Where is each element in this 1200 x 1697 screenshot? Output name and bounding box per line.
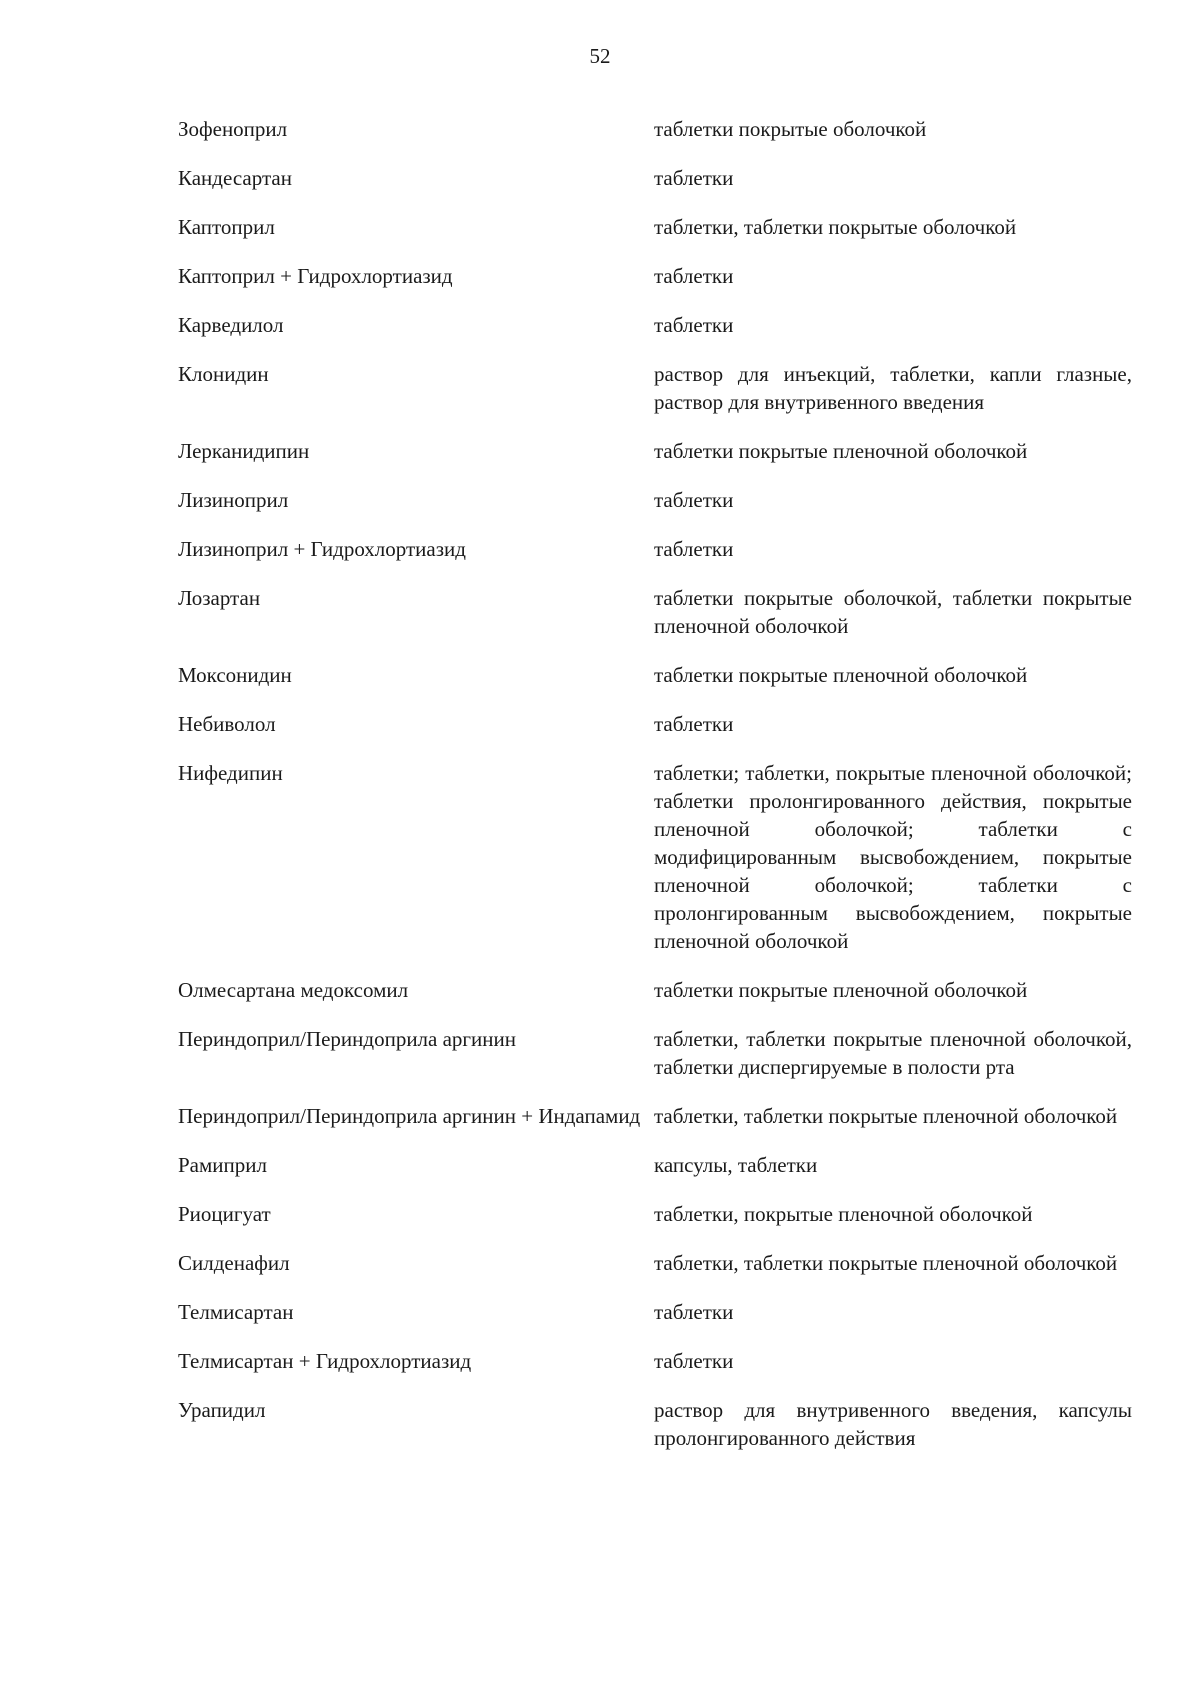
drug-table	[178, 115, 1132, 1473]
drug-name: Моксонидин	[178, 663, 292, 687]
drug-name: Урапидил	[178, 1398, 266, 1422]
drug-name: Лерканидипин	[178, 439, 310, 463]
drug-name: Периндоприл/Периндоприла аргинин + Индапамид	[178, 1104, 641, 1128]
dosage-form: таблетки; таблетки, покрытые пленочной оболочкой; таблетки пролонгированного действия, покрытые пленочной оболочкой; таблетки с модифицированным высвобождением, покрытые пленочной оболочкой; таблетки с пролонгированным высвобождением, покрытые пленочной оболочкой	[654, 761, 1132, 953]
dosage-form: таблетки, таблетки покрытые пленочной оболочкой	[654, 1104, 1118, 1128]
dosage-form: таблетки	[654, 166, 734, 190]
drug-name: Рамиприл	[178, 1153, 267, 1177]
dosage-form: таблетки покрытые пленочной оболочкой	[654, 978, 1028, 1002]
dosage-form: капсулы, таблетки	[654, 1153, 818, 1177]
dosage-form: раствор для инъекций, таблетки, капли глазные, раствор для внутривенного введения	[654, 362, 1132, 414]
table-row	[178, 1102, 1132, 1130]
table-row	[178, 1025, 1132, 1081]
dosage-form: таблетки	[654, 264, 734, 288]
drug-name: Лозартан	[178, 586, 261, 610]
table-row	[178, 661, 1132, 689]
table-row	[178, 486, 1132, 514]
dosage-form: таблетки, таблетки покрытые оболочкой	[654, 215, 1017, 239]
table-row	[178, 1200, 1132, 1228]
drug-name: Телмисартан + Гидрохлортиазид	[178, 1349, 472, 1373]
table-row	[178, 584, 1132, 640]
drug-name: Лизиноприл	[178, 488, 289, 512]
page-number: 52	[589, 44, 611, 68]
drug-name: Небиволол	[178, 712, 276, 736]
table-row	[178, 262, 1132, 290]
dosage-form: таблетки	[654, 712, 734, 736]
dosage-form: таблетки	[654, 537, 734, 561]
dosage-form: раствор для внутривенного введения, капсулы пролонгированного действия	[654, 1398, 1132, 1450]
dosage-form: таблетки покрытые пленочной оболочкой	[654, 439, 1028, 463]
table-row	[178, 759, 1132, 955]
drug-name: Нифедипин	[178, 761, 283, 785]
table-row	[178, 1347, 1132, 1375]
table-row	[178, 164, 1132, 192]
table-row	[178, 535, 1132, 563]
dosage-form: таблетки	[654, 313, 734, 337]
table-row	[178, 213, 1132, 241]
dosage-form: таблетки покрытые пленочной оболочкой	[654, 663, 1028, 687]
table-row	[178, 360, 1132, 416]
dosage-form: таблетки, таблетки покрытые пленочной оболочкой, таблетки диспергируемые в полости рта	[654, 1027, 1132, 1079]
drug-name: Периндоприл/Периндоприла аргинин	[178, 1027, 516, 1051]
table-row	[178, 311, 1132, 339]
table-row	[178, 710, 1132, 738]
dosage-form: таблетки	[654, 1300, 734, 1324]
drug-name: Клонидин	[178, 362, 269, 386]
drug-name: Телмисартан	[178, 1300, 294, 1324]
dosage-form: таблетки покрытые оболочкой, таблетки покрытые пленочной оболочкой	[654, 586, 1132, 638]
table-row	[178, 437, 1132, 465]
table-row	[178, 1249, 1132, 1277]
dosage-form: таблетки	[654, 1349, 734, 1373]
dosage-form: таблетки	[654, 488, 734, 512]
table-row	[178, 1151, 1132, 1179]
drug-name: Олмесартана медоксомил	[178, 978, 409, 1002]
dosage-form: таблетки, покрытые пленочной оболочкой	[654, 1202, 1033, 1226]
drug-name: Силденафил	[178, 1251, 290, 1275]
table-row	[178, 115, 1132, 143]
table-row	[178, 976, 1132, 1004]
drug-name: Каптоприл	[178, 215, 275, 239]
drug-name: Каптоприл + Гидрохлортиазид	[178, 264, 453, 288]
table-row	[178, 1396, 1132, 1452]
drug-name: Зофеноприл	[178, 117, 288, 141]
drug-name: Риоцигуат	[178, 1202, 271, 1226]
dosage-form: таблетки покрытые оболочкой	[654, 117, 927, 141]
drug-name: Карведилол	[178, 313, 284, 337]
drug-name: Лизиноприл + Гидрохлортиазид	[178, 537, 466, 561]
dosage-form: таблетки, таблетки покрытые пленочной оболочкой	[654, 1251, 1118, 1275]
drug-name: Кандесартан	[178, 166, 292, 190]
table-row	[178, 1298, 1132, 1326]
